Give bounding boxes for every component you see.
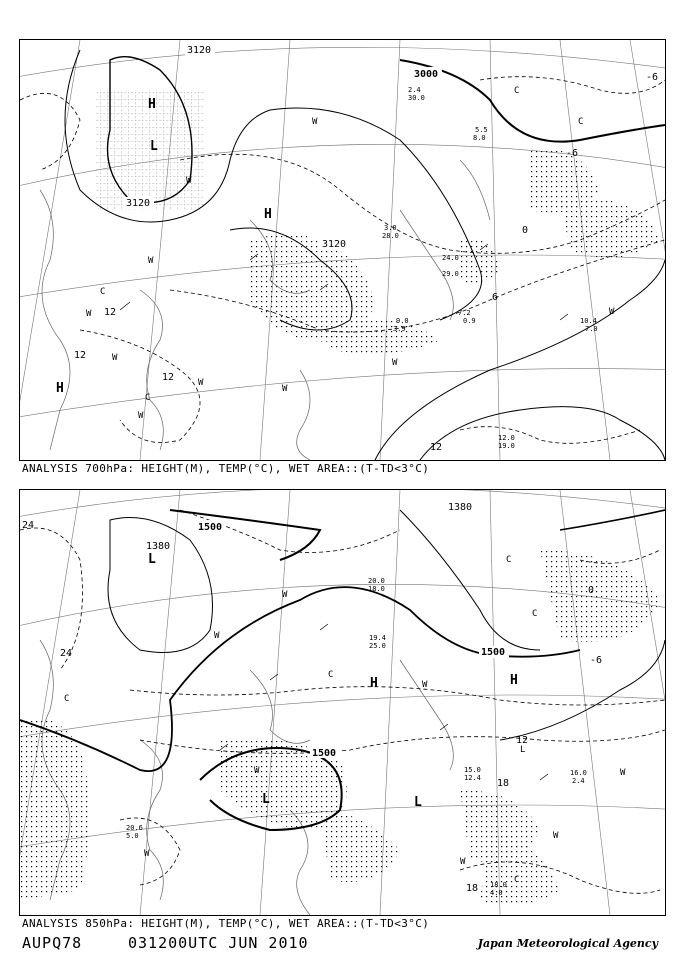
- air-mass-mark: L: [520, 745, 526, 755]
- air-mass-mark: W: [186, 176, 192, 186]
- height-labels: [144, 501, 512, 759]
- height-label: 3000: [414, 69, 439, 80]
- air-mass-mark: C: [506, 555, 512, 565]
- caption-700hpa: ANALYSIS 700hPa: HEIGHT(M), TEMP(°C), WET AREA::(T-TD<3°C): [22, 462, 430, 475]
- station-value: 19.0: [498, 442, 515, 450]
- station-value: 0.9: [463, 317, 476, 325]
- temp-label: 12: [430, 442, 443, 453]
- station-value: 12.0: [498, 434, 515, 442]
- height-label: 3120: [126, 198, 151, 209]
- temp-label: 0: [588, 585, 595, 596]
- station-value: 3.9: [393, 325, 406, 333]
- air-mass-mark: W: [254, 766, 260, 776]
- height-label: 1500: [481, 647, 506, 658]
- station-value: 10.4: [580, 317, 597, 325]
- wet-areas: [250, 148, 660, 353]
- air-mass-mark: W: [609, 307, 615, 317]
- air-mass-mark: W: [112, 353, 118, 363]
- height-label: 1500: [198, 522, 223, 533]
- caption-850hpa: ANALYSIS 850hPa: HEIGHT(M), TEMP(°C), WET AREA::(T-TD<3°C): [22, 917, 430, 930]
- temp-label: 6: [492, 292, 499, 303]
- chart-code: AUPQ78: [22, 934, 83, 952]
- center-mark: H: [370, 676, 378, 691]
- station-value: 16.0: [570, 769, 587, 777]
- center-mark: H: [56, 381, 64, 396]
- height-label: 1500: [312, 748, 337, 759]
- station-value: 2.4: [572, 777, 585, 785]
- map-850hpa: [19, 489, 666, 916]
- height-label: 1380: [146, 541, 171, 552]
- station-value: 4.0: [490, 889, 503, 897]
- temp-label: -6: [566, 148, 579, 159]
- temp-label: 12: [74, 350, 87, 361]
- wet-areas: [20, 550, 660, 906]
- air-mass-mark: C: [532, 609, 538, 619]
- air-mass-mark: W: [553, 831, 559, 841]
- station-value: 18.0: [368, 585, 385, 593]
- agency-name: Japan Meteorological Agency: [477, 937, 658, 950]
- center-mark: L: [150, 139, 158, 154]
- station-value: 29.0: [442, 270, 459, 278]
- temp-label: 0: [522, 225, 529, 236]
- air-mass-mark: W: [460, 857, 466, 867]
- height-label: 3120: [322, 239, 347, 250]
- station-value: 28.0: [382, 232, 399, 240]
- station-value: 12.4: [464, 774, 481, 782]
- station-value: 18.0: [490, 881, 507, 889]
- temp-label: 12: [516, 735, 529, 746]
- station-value: 3.0: [384, 224, 397, 232]
- center-mark: H: [148, 97, 156, 112]
- station-value: 19.4: [369, 634, 386, 642]
- air-mass-mark: W: [282, 590, 288, 600]
- station-value: 20.6: [126, 824, 143, 832]
- height-label: 3120: [187, 45, 212, 56]
- temp-label: 12: [104, 307, 117, 318]
- station-value: 15.0: [464, 766, 481, 774]
- station-value: 7.2: [458, 309, 471, 317]
- station-value: 7.0: [585, 325, 598, 333]
- map-700hpa-canvas: [20, 40, 665, 460]
- station-value: 25.0: [369, 642, 386, 650]
- center-mark: L: [414, 795, 422, 810]
- center-mark: H: [264, 207, 272, 222]
- air-mass-mark: C: [328, 670, 334, 680]
- air-mass-mark: C: [100, 287, 106, 297]
- valid-time: 031200UTC JUN 2010: [128, 934, 309, 952]
- air-mass-mark: W: [138, 411, 144, 421]
- air-mass-mark: W: [214, 631, 220, 641]
- temp-label: 18: [497, 778, 510, 789]
- air-mass-mark: W: [282, 384, 288, 394]
- map-700hpa: [19, 39, 666, 461]
- temp-label: 18: [466, 883, 479, 894]
- air-mass-mark: W: [144, 849, 150, 859]
- center-mark: L: [148, 552, 156, 567]
- center-mark: H: [510, 673, 518, 688]
- air-mass-mark: C: [514, 86, 520, 96]
- station-value: 2.4: [408, 86, 421, 94]
- temp-label: -6: [646, 72, 659, 83]
- air-mass-mark: C: [514, 875, 520, 885]
- station-value: 5.5: [475, 126, 488, 134]
- map-850hpa-canvas: [20, 490, 665, 915]
- air-mass-mark: W: [148, 256, 154, 266]
- station-value: 8.0: [473, 134, 486, 142]
- air-mass-mark: C: [578, 117, 584, 127]
- air-mass-mark: W: [198, 378, 204, 388]
- center-mark: L: [262, 792, 270, 807]
- height-label: 1380: [448, 502, 473, 513]
- station-value: 20.0: [368, 577, 385, 585]
- air-mass-mark: C: [145, 393, 151, 403]
- temp-label: 12: [162, 372, 175, 383]
- air-mass-mark: W: [392, 358, 398, 368]
- air-mass-mark: W: [422, 680, 428, 690]
- air-mass-mark: W: [86, 309, 92, 319]
- station-value: 5.0: [126, 832, 139, 840]
- station-value: 9.0: [396, 317, 409, 325]
- station-value: 30.0: [408, 94, 425, 102]
- station-value: 24.0: [442, 254, 459, 262]
- temp-label: 24: [60, 648, 73, 659]
- air-mass-mark: W: [312, 117, 318, 127]
- temp-label: -6: [590, 655, 603, 666]
- temp-label: 24: [22, 520, 35, 531]
- air-mass-mark: W: [620, 768, 626, 778]
- air-mass-mark: C: [64, 694, 70, 704]
